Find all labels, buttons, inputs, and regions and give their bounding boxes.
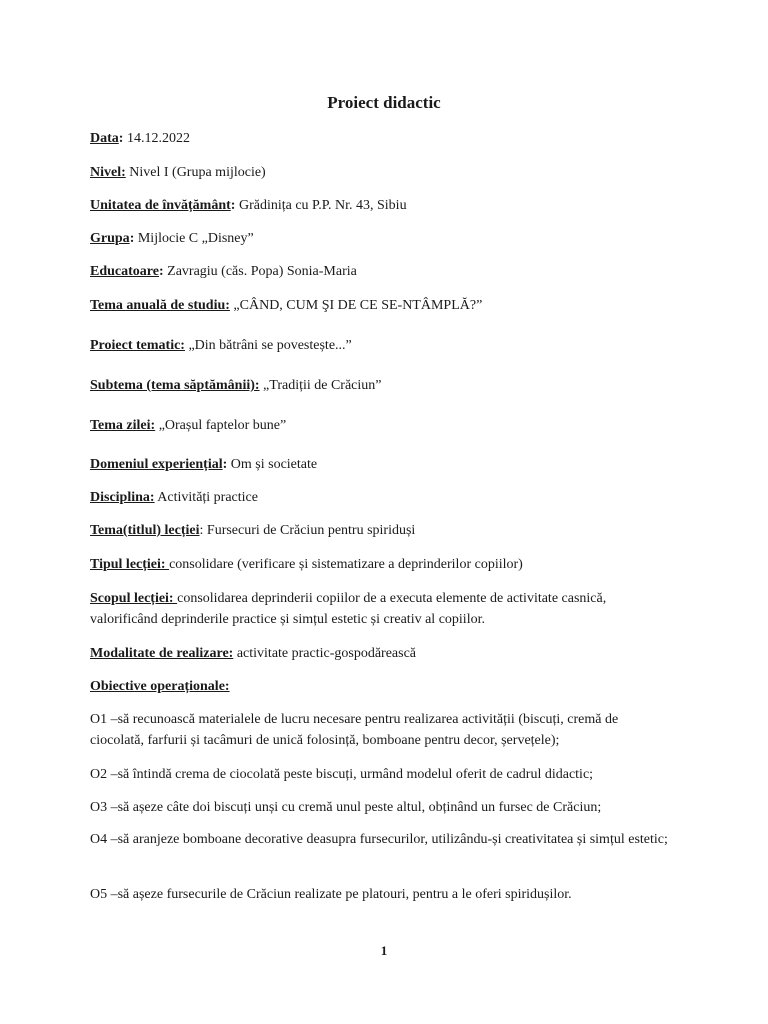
document-title: Proiect didactic — [327, 93, 441, 112]
field-domeniul: Domeniul experiențial: Om și societate — [90, 457, 318, 472]
field-data: Data: 14.12.2022 — [90, 131, 190, 146]
objective-o4: O4 –să aranjeze bomboane decorative deasupra fursecurilor, utilizându-și creativitatea și simțul estetic; — [90, 832, 668, 847]
field-disciplina: Disciplina: Activități practice — [90, 490, 258, 505]
field-scopul-lectiei: Scopul lecției: consolidarea deprinderii copiilor de a executa elemente de activitate casnică, valorificând deprinderile practice și simțul estetic și creativ al copiilor. — [90, 591, 607, 627]
objective-o3: O3 –să așeze câte doi biscuți unși cu cremă unul peste altul, obținând un fursec de Crăciun; — [90, 800, 602, 815]
objectives-heading: Obiective operaționale: — [90, 679, 230, 694]
field-modalitate: Modalitate de realizare: activitate practic-gospodărească — [90, 646, 417, 661]
objective-o1: O1 –să recunoască materialele de lucru necesare pentru realizarea activității (biscuți, cremă de ciocolată, farfurii și tacâmuri de unică folosință, bomboane pentru decor, șervețele); — [90, 712, 619, 748]
objective-o2: O2 –să întindă crema de ciocolată peste biscuți, urmând modelul oferit de cadrul didactic; — [90, 767, 594, 782]
field-tema-zilei: Tema zilei: „Orașul faptelor bune” — [90, 418, 287, 433]
field-tipul-lectiei: Tipul lecției: consolidare (verificare și sistematizare a deprinderilor copiilor) — [90, 557, 523, 572]
field-proiect-tematic: Proiect tematic: „Din bătrâni se povestește...” — [90, 338, 352, 353]
field-unitatea: Unitatea de învățământ: Grădinița cu P.P. Nr. 43, Sibiu — [90, 198, 407, 213]
field-grupa: Grupa: Mijlocie C „Disney” — [90, 231, 254, 246]
page-number: 1 — [380, 943, 388, 958]
objective-o5: O5 –să așeze fursecurile de Crăciun realizate pe platouri, pentru a le oferi spiridușilor. — [90, 887, 572, 902]
field-tema-lectiei: Tema(titlul) lecției: Fursecuri de Crăciun pentru spiriduși — [90, 523, 416, 538]
field-tema-anuala: Tema anuală de studiu: „CÂND, CUM ŞI DE CE SE-NTÂMPLĂ?” — [90, 298, 483, 313]
field-educatoare: Educatoare: Zavragiu (căs. Popa) Sonia-Maria — [90, 264, 357, 279]
field-nivel: Nivel: Nivel I (Grupa mijlocie) — [90, 165, 266, 180]
field-subtema: Subtema (tema săptămânii): „Tradiții de Crăciun” — [90, 378, 382, 393]
